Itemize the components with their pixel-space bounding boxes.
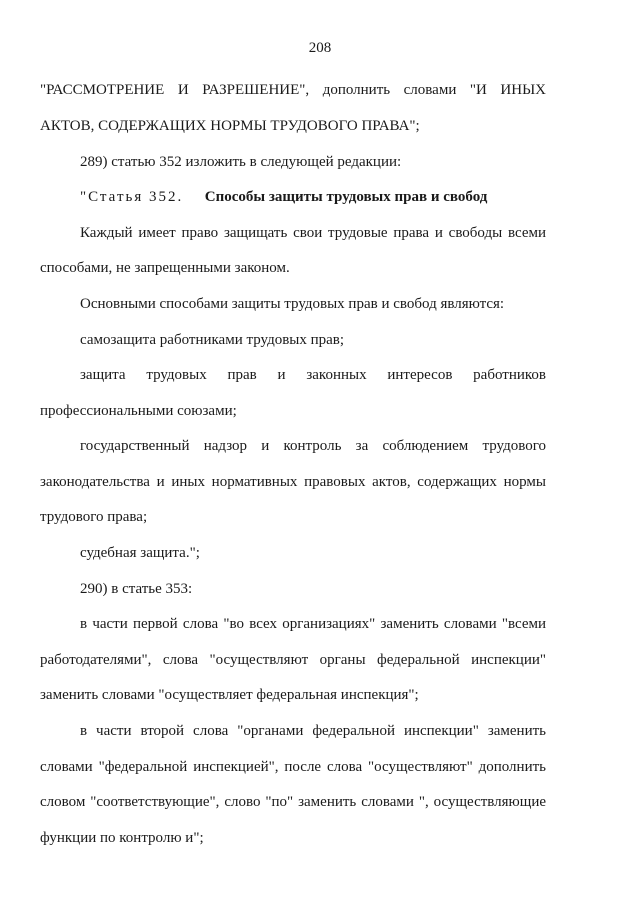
text-line: самозащита работниками трудовых прав; [80,332,345,348]
text-line: словами "федеральной инспекцией", после слова "осуществляют" дополнить [40,759,546,775]
text-line: заменить словами "осуществляет федеральная инспекция"; [40,687,419,703]
article-title: Способы защиты трудовых прав и свобод [204,189,488,205]
text-line: трудового права; [40,509,148,525]
text-line: работодателями", слова "осуществляют органы федеральной инспекции" [40,652,546,668]
text-line: словом "соответствующие", слово "по" заменить словами ", осуществляющие [40,794,546,810]
page-number: 208 [308,40,332,56]
text-line: 290) в статье 353: [80,581,193,597]
text-line: Каждый имеет право защищать свои трудовые права и свободы всеми [80,225,546,241]
text-line: функции по контролю и"; [40,830,204,846]
text-line: государственный надзор и контроль за соблюдением трудового [80,438,546,454]
text-line: профессиональными союзами; [40,403,237,419]
text-line: 289) статью 352 изложить в следующей редакции: [80,154,402,170]
article-heading [80,188,487,206]
text-line: в части второй слова "органами федеральной инспекции" заменить [80,723,546,739]
text-line: в части первой слова "во всех организациях" заменить словами "всеми [80,616,546,632]
text-line: защита трудовых прав и законных интересов работников [80,367,546,383]
text-line: способами, не запрещенными законом. [40,260,290,276]
text-line: АКТОВ, СОДЕРЖАЩИХ НОРМЫ ТРУДОВОГО ПРАВА"; [40,118,420,134]
text-line: Основными способами защиты трудовых прав и свобод являются: [80,296,505,312]
text-line: судебная защита."; [80,545,200,561]
text-line: "РАССМОТРЕНИЕ И РАЗРЕШЕНИЕ", дополнить словами "И ИНЫХ [40,82,546,98]
article-number: "Статья 352. [80,189,184,205]
text-line: законодательства и иных нормативных правовых актов, содержащих нормы [40,474,546,490]
